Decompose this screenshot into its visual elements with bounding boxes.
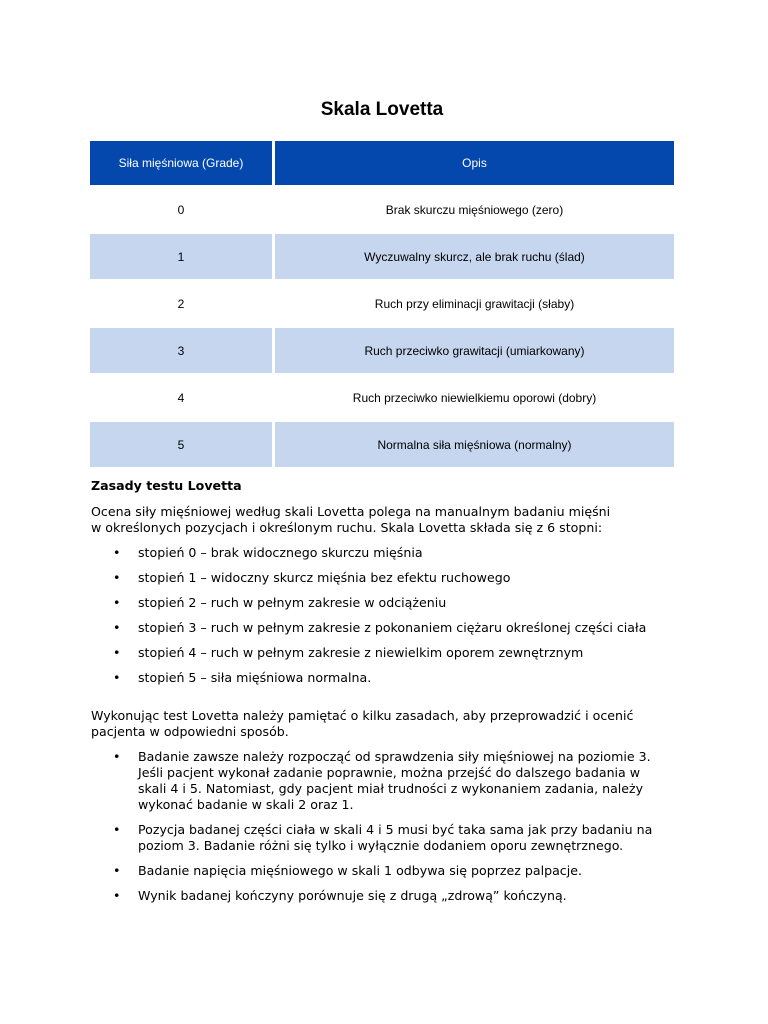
description-cell: Ruch przeciwko niewielkiemu oporowi (dobry) <box>274 374 675 421</box>
list-item-text: Pozycja badanej części ciała w skali 4 i 5 musi być taka sama jak przy badaniu na poziom 3. Badanie różni się tylko i wyłącznie dodaniem oporu zewnętrznego. <box>138 822 653 853</box>
bullet-icon: • <box>113 570 121 585</box>
table-row <box>90 327 674 374</box>
section-heading: Zasady testu Lovetta <box>91 478 242 493</box>
bullet-icon: • <box>113 595 121 610</box>
list-item-text: stopień 3 – ruch w pełnym zakresie z pokonaniem ciężaru określonej części ciała <box>138 620 647 635</box>
bullet-icon: • <box>113 670 121 685</box>
description-cell: Brak skurczu mięśniowego (zero) <box>274 186 675 233</box>
rules-intro-paragraph: Wykonując test Lovetta należy pamiętać o kilku zasadach, aby przeprowadzić i ocenić pacjenta w odpowiedni sposób. <box>91 708 634 739</box>
description-cell: Normalna siła mięśniowa (normalny) <box>274 421 675 468</box>
list-item <box>91 888 691 904</box>
header-description: Opis <box>274 141 675 186</box>
list-item <box>91 645 691 661</box>
table-row <box>90 233 674 280</box>
bullet-icon: • <box>113 545 121 560</box>
grade-cell: 4 <box>90 374 274 421</box>
description-cell: Wyczuwalny skurcz, ale brak ruchu (ślad) <box>274 233 675 280</box>
bullet-icon: • <box>113 888 121 903</box>
intro-paragraph: Ocena siły mięśniowej według skali Lovetta polega na manualnym badaniu mięśni w określonych pozycjach i określonym ruchu. Skala Lovetta składa się z 6 stopni: <box>91 504 611 535</box>
table-row <box>90 421 674 468</box>
list-item <box>91 545 691 561</box>
grade-cell: 2 <box>90 280 274 327</box>
grade-cell: 5 <box>90 421 274 468</box>
list-item-text: stopień 4 – ruch w pełnym zakresie z niewielkim oporem zewnętrznym <box>138 645 584 660</box>
grades-list <box>91 545 691 686</box>
header-grade: Siła mięśniowa (Grade) <box>90 141 274 186</box>
grade-cell: 1 <box>90 233 274 280</box>
list-item-text: stopień 2 – ruch w pełnym zakresie w odciążeniu <box>138 595 447 610</box>
bullet-icon: • <box>113 749 121 764</box>
bullet-icon: • <box>113 645 121 660</box>
grade-cell: 3 <box>90 327 274 374</box>
lovett-scale-table <box>90 141 674 469</box>
description-cell: Ruch przy eliminacji grawitacji (słaby) <box>274 280 675 327</box>
bullet-icon: • <box>113 620 121 635</box>
rules-list <box>91 749 691 904</box>
list-item-text: stopień 0 – brak widocznego skurczu mięśnia <box>138 545 423 560</box>
list-item-text: Wynik badanej kończyny porównuje się z drugą „zdrową” kończyną. <box>138 888 567 903</box>
list-item <box>91 670 691 686</box>
list-item-text: stopień 5 – siła mięśniowa normalna. <box>138 670 372 685</box>
bullet-icon: • <box>113 863 121 878</box>
list-item <box>91 620 691 636</box>
bullet-icon: • <box>113 822 121 837</box>
description-cell: Ruch przeciwko grawitacji (umiarkowany) <box>274 327 675 374</box>
body-content <box>91 478 691 913</box>
table-row <box>90 280 674 327</box>
table-header-row <box>90 141 674 186</box>
list-item <box>91 863 691 879</box>
list-item <box>91 595 691 611</box>
list-item-text: stopień 1 – widoczny skurcz mięśnia bez efektu ruchowego <box>138 570 511 585</box>
list-item <box>91 822 691 854</box>
page-title: Skala Lovetta <box>320 99 444 120</box>
list-item-text: Badanie zawsze należy rozpocząć od sprawdzenia siły mięśniowej na poziomie 3. Jeśli pacjent wykonał zadanie poprawnie, można przejść do dalszego badania w skali 4 i 5. Natomiast, gdy pacjent miał trudności z wykonaniem zadania, należy wykonać badanie w skali 2 oraz 1. <box>138 749 651 812</box>
table-row <box>90 374 674 421</box>
list-item <box>91 749 691 813</box>
list-item-text: Badanie napięcia mięśniowego w skali 1 odbywa się poprzez palpacje. <box>138 863 582 878</box>
list-item <box>91 570 691 586</box>
grade-cell: 0 <box>90 186 274 233</box>
table-row <box>90 186 674 233</box>
